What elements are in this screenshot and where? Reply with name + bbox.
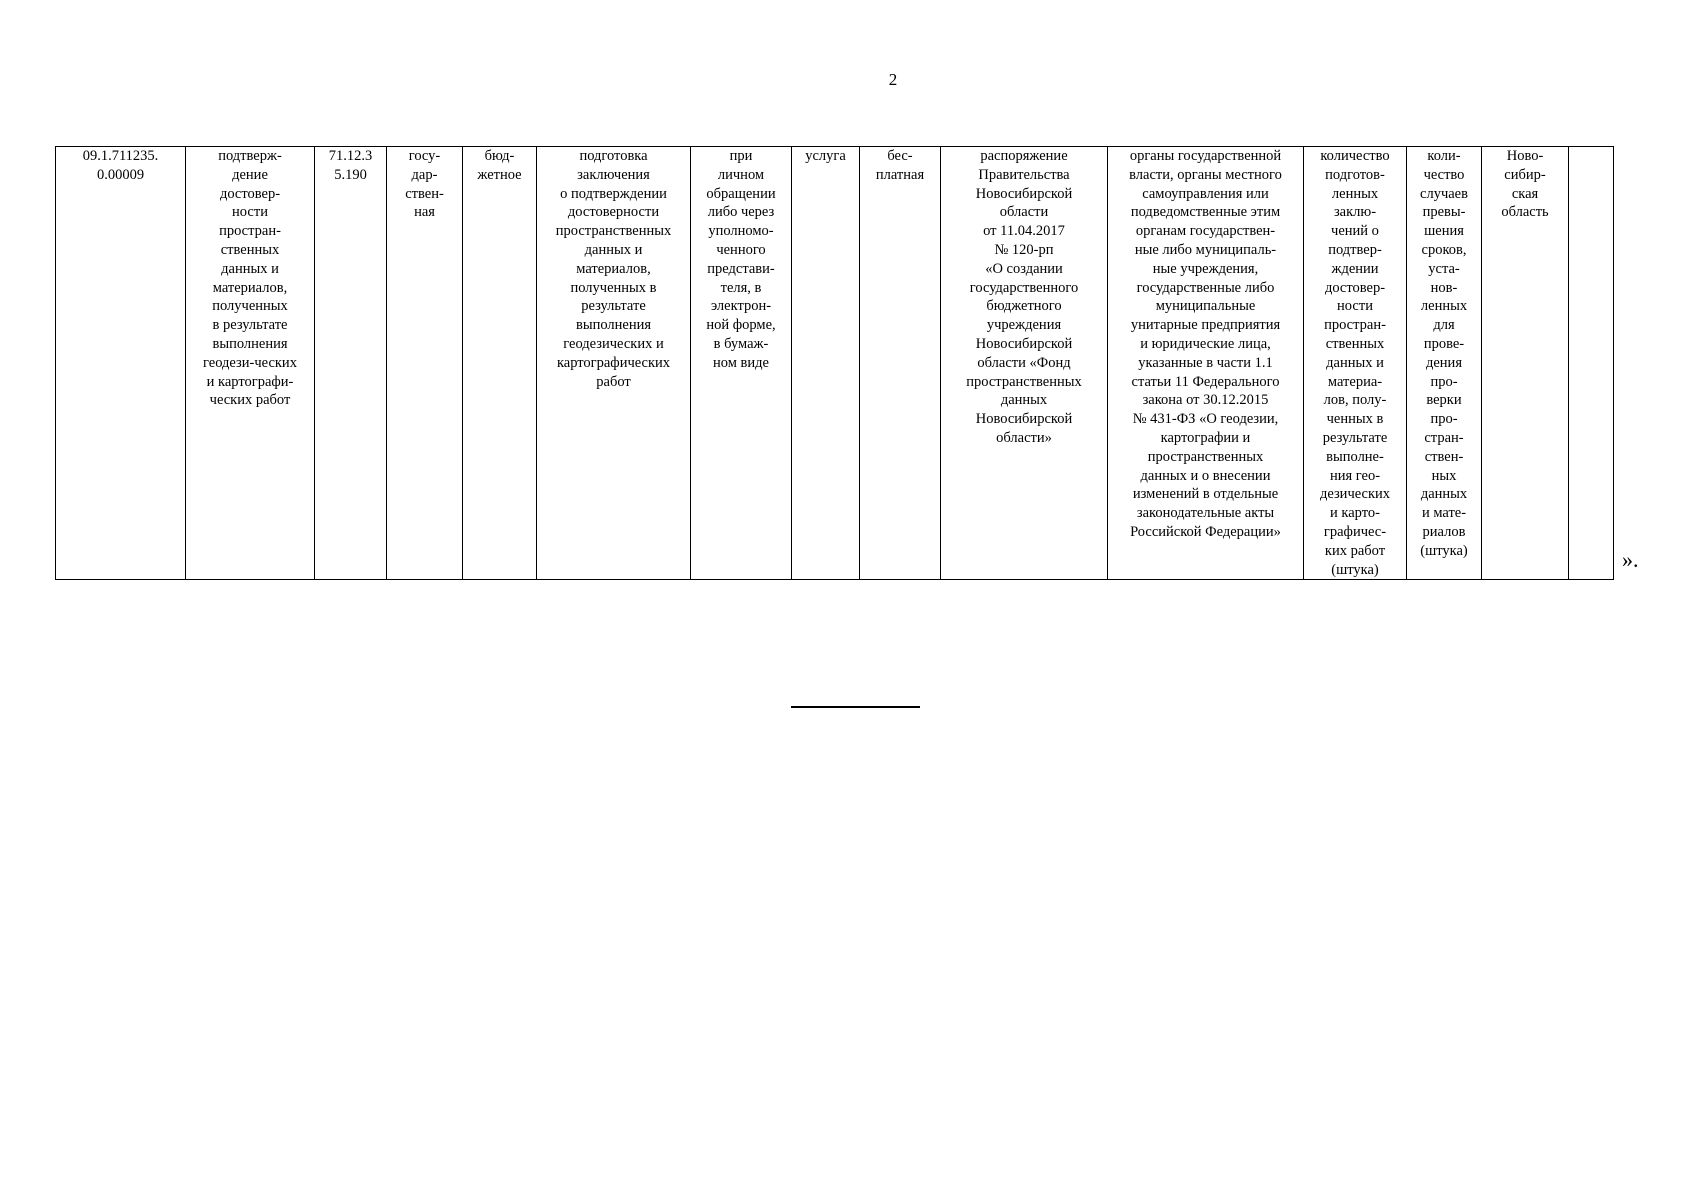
page-number: 2 xyxy=(888,70,898,89)
cell-text-line: данных xyxy=(1000,392,1048,409)
cell-text-line: геодезических и xyxy=(563,335,664,352)
cell-text-line: 09.1.711235. xyxy=(82,148,159,164)
cell-text-line: уполномо- xyxy=(708,223,774,240)
cell-text-line: простран- xyxy=(219,223,281,240)
cell-text-line: картографических xyxy=(556,354,671,371)
cell-text-line: самоуправления или xyxy=(1142,185,1269,202)
cell-consumers xyxy=(1108,147,1304,580)
cell-quality-indicator xyxy=(1407,147,1482,580)
cell-text-line: в бумаж- xyxy=(713,335,769,352)
cell-text-line: результате xyxy=(1322,429,1388,446)
cell-text-line: выполнения xyxy=(575,317,652,334)
cell-text-line: дение xyxy=(232,166,268,183)
cell-text-line: прове- xyxy=(1423,335,1465,352)
cell-text-line: ном виде xyxy=(713,354,769,371)
cell-text-line: муниципальные xyxy=(1155,298,1256,315)
cell-text-line: и мате- xyxy=(1421,505,1467,522)
cell-text-line: 0.00009 xyxy=(96,166,145,183)
cell-text-line: случаев xyxy=(1420,185,1468,202)
cell-text-line: картографии и xyxy=(1160,429,1251,446)
cell-text-line: обращении xyxy=(706,185,776,202)
cell-text-line: для xyxy=(1433,317,1455,334)
cell-text-line: представи- xyxy=(707,260,775,277)
cell-text-line: данных xyxy=(1420,486,1468,503)
cell-text-line: № 120-рп xyxy=(994,241,1054,258)
cell-payment-type xyxy=(860,147,941,580)
cell-text-line: превы- xyxy=(1422,204,1466,221)
cell-text-line: «О создании xyxy=(985,260,1063,277)
cell-text-line: Правительства xyxy=(978,166,1070,183)
cell-text-line: полученных в xyxy=(570,279,657,296)
cell-text-line: ская xyxy=(1511,185,1539,202)
cell-text-line: материалов, xyxy=(212,279,288,296)
cell-text-line: дар- xyxy=(411,166,438,183)
cell-text-line: уста- xyxy=(1428,260,1460,277)
cell-text-line: 5.190 xyxy=(334,166,367,183)
cell-text-line: область xyxy=(1501,204,1549,221)
cell-text-line: подготов- xyxy=(1325,166,1385,183)
cell-text-line: ния гео- xyxy=(1329,467,1381,484)
cell-text-line: либо через xyxy=(707,204,775,221)
registry-table xyxy=(55,146,1614,580)
cell-text-line: про- xyxy=(1430,373,1458,390)
cell-text-line: ленных xyxy=(1331,185,1379,202)
cell-legal-basis xyxy=(941,147,1108,580)
cell-text-line: результате xyxy=(581,298,646,315)
cell-text-line: пространственных xyxy=(1147,448,1264,465)
cell-text-line: про- xyxy=(1430,411,1458,428)
cell-text-line: Новосибирской xyxy=(975,411,1073,428)
cell-text-line: данных и xyxy=(584,241,643,258)
cell-text-line: ной форме, xyxy=(706,317,776,334)
cell-text-line: ствен- xyxy=(405,185,444,202)
cell-service-kind xyxy=(792,147,860,580)
cell-text-line: ственных xyxy=(1325,335,1385,352)
cell-empty xyxy=(1569,147,1614,580)
cell-text-line: платная xyxy=(875,166,925,183)
cell-text-line: подведомственные этим xyxy=(1130,204,1281,221)
cell-text-line: данных и xyxy=(221,260,279,277)
cell-text-line: простран- xyxy=(1324,317,1386,334)
cell-text-line: органам государствен- xyxy=(1135,223,1276,240)
cell-text-line: Новосибирской xyxy=(975,185,1073,202)
cell-text-line: статьи 11 Федерального xyxy=(1131,373,1280,390)
cell-text-line: дения xyxy=(1425,354,1462,371)
cell-territory xyxy=(1482,147,1569,580)
cell-ownership xyxy=(387,147,463,580)
cell-text-line: подготовка xyxy=(579,148,648,164)
cell-text-line: госу- xyxy=(408,148,441,164)
cell-text-line: материалов, xyxy=(576,260,651,277)
cell-text-line: бюд- xyxy=(484,148,515,164)
cell-text-line: ственных xyxy=(220,241,280,258)
cell-text-line: достоверности xyxy=(567,204,660,221)
cell-text-line: количество xyxy=(1320,148,1390,164)
cell-text-line: ченного xyxy=(716,241,766,258)
cell-text-line: органы государственной xyxy=(1129,148,1282,164)
cell-delivery-form xyxy=(691,147,792,580)
cell-text-line: ствен- xyxy=(1424,448,1464,465)
cell-text-line: ности xyxy=(232,204,268,221)
cell-text-line: государственного xyxy=(969,279,1079,296)
cell-text-line: от 11.04.2017 xyxy=(983,223,1065,240)
cell-text-line: Российской Федерации» xyxy=(1130,523,1281,540)
cell-text-line: о подтверждении xyxy=(560,185,667,202)
cell-institution-type xyxy=(463,147,537,580)
cell-text-line: № 431-ФЗ «О геодезии, xyxy=(1132,411,1279,428)
cell-registry-number xyxy=(56,147,186,580)
cell-text-line: распоряжение xyxy=(980,148,1068,164)
cell-text-line: области xyxy=(999,204,1049,221)
cell-text-line: при xyxy=(729,148,753,164)
cell-text-line: закона от 30.12.2015 xyxy=(1142,392,1269,409)
cell-text-line: достовер- xyxy=(219,185,281,202)
cell-text-line: данных и xyxy=(1326,354,1384,371)
cell-text-line: государственные либо xyxy=(1136,279,1275,296)
cell-text-line: полученных xyxy=(212,298,288,315)
cell-text-line: в результате xyxy=(212,317,288,334)
cell-text-line: данных и о внесении xyxy=(1140,467,1271,484)
cell-text-line: ких работ xyxy=(1324,542,1386,559)
cell-text-line: учреждения xyxy=(986,317,1062,334)
end-rule-divider xyxy=(791,706,920,708)
cell-text-line: заключения xyxy=(577,166,650,183)
cell-text-line: подтверж- xyxy=(218,148,282,164)
cell-text-line: коли- xyxy=(1427,148,1461,164)
cell-text-line: (штука) xyxy=(1420,542,1468,559)
cell-text-line: ленных xyxy=(1420,298,1468,315)
cell-text-line: области» xyxy=(996,429,1052,446)
cell-text-line: работ xyxy=(596,373,631,390)
cell-text-line: чений о xyxy=(1331,223,1379,240)
cell-text-line: Ново- xyxy=(1506,148,1544,164)
cell-text-line: стран- xyxy=(1424,429,1464,446)
cell-text-line: теля, в xyxy=(720,279,762,296)
cell-text-line: Новосибирской xyxy=(975,335,1073,352)
cell-text-line: бес- xyxy=(887,148,913,164)
cell-text-line: шения xyxy=(1424,223,1464,240)
closing-quote: ». xyxy=(1622,547,1639,572)
cell-text-line: материа- xyxy=(1327,373,1383,390)
cell-text-line: выполне- xyxy=(1326,448,1384,465)
cell-text-line: ные учреждения, xyxy=(1152,260,1259,277)
cell-text-line: ные либо муниципаль- xyxy=(1134,241,1277,258)
cell-text-line: пространственных xyxy=(555,223,672,240)
cell-text-line: сроков, xyxy=(1421,241,1467,258)
cell-text-line: нов- xyxy=(1430,279,1458,296)
cell-text-line: законодательные акты xyxy=(1136,505,1275,522)
cell-text-line: чество xyxy=(1423,166,1465,183)
cell-text-line: геодези-ческих xyxy=(203,354,297,371)
cell-text-line: заклю- xyxy=(1333,204,1377,221)
cell-text-line: и картографи- xyxy=(206,373,294,390)
cell-text-line: 71.12.3 xyxy=(328,148,373,164)
cell-text-line: жетное xyxy=(477,166,522,183)
cell-text-line: дезических xyxy=(1319,486,1391,503)
cell-text-line: (штука) xyxy=(1331,561,1379,578)
cell-text-line: сибир- xyxy=(1504,166,1546,183)
cell-okved-code xyxy=(315,147,387,580)
cell-text-line: ности xyxy=(1337,298,1373,315)
cell-text-line: области «Фонд xyxy=(977,354,1071,371)
cell-text-line: изменений в отдельные xyxy=(1132,486,1279,503)
cell-text-line: услуга xyxy=(805,148,846,164)
cell-service-name xyxy=(186,147,315,580)
cell-text-line: риалов xyxy=(1422,523,1466,540)
cell-text-line: пространственных xyxy=(966,373,1082,390)
table-row xyxy=(56,147,1614,580)
cell-text-line: ченных в xyxy=(1326,411,1384,428)
cell-text-line: графичес- xyxy=(1323,523,1387,540)
cell-text-line: бюджетного xyxy=(986,298,1062,315)
cell-text-line: электрон- xyxy=(710,298,772,315)
cell-text-line: лов, полу- xyxy=(1323,392,1387,409)
cell-text-line: верки xyxy=(1426,392,1462,409)
cell-text-line: ческих работ xyxy=(209,392,291,409)
cell-text-line: достовер- xyxy=(1324,279,1386,296)
cell-text-line: выполнения xyxy=(212,335,288,352)
cell-text-line: личном xyxy=(717,166,765,183)
cell-text-line: ная xyxy=(414,204,435,221)
cell-text-line: подтвер- xyxy=(1328,241,1382,258)
cell-text-line: указанные в части 1.1 xyxy=(1138,354,1273,371)
cell-service-content xyxy=(537,147,691,580)
cell-text-line: и карто- xyxy=(1330,505,1380,522)
cell-text-line: ждении xyxy=(1331,260,1379,277)
cell-volume-indicator xyxy=(1304,147,1407,580)
cell-text-line: унитарные предприятия xyxy=(1130,317,1281,334)
cell-text-line: власти, органы местного xyxy=(1129,166,1282,183)
cell-text-line: и юридические лица, xyxy=(1140,335,1271,352)
cell-text-line: ных xyxy=(1431,467,1457,484)
